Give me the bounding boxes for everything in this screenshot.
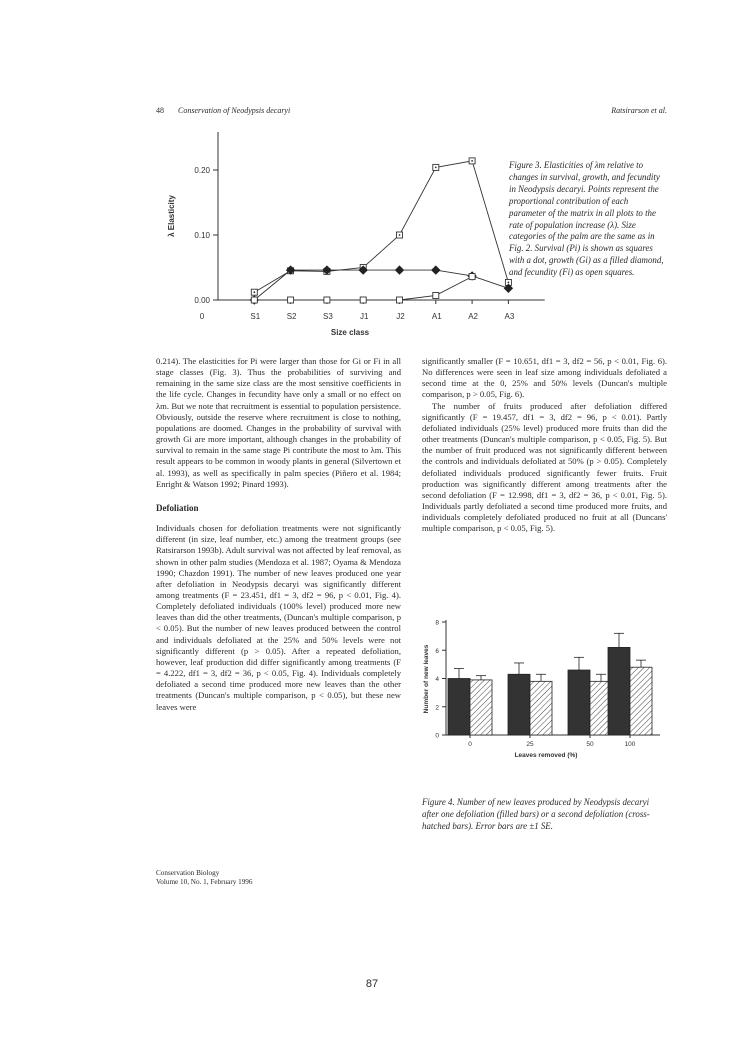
journal-footer — [156, 869, 253, 887]
x-tick-label: J2 — [396, 312, 405, 321]
growth-point — [396, 266, 404, 274]
y-tick-label: 8 — [435, 619, 439, 627]
x-tick-label: 0 — [468, 741, 472, 748]
fecundity-point — [469, 274, 475, 280]
fecundity-point — [324, 297, 330, 303]
fecundity-point — [397, 297, 403, 303]
left-paragraph-2: Individuals chosen for defoliation treatments were not significantly different (in size, leaf number, etc.) among the treatment groups (see Ratsirarson 1993b). Adult survival was not affected by leaf removal, as shown in other palm studies (Mendoza et al. 1987; Oyama & Mendoza 1990; Chazdon 1991). The number of new leaves produced one year after defoliation in Neodypsis decaryi was significantly different among treatments (F = 23.451, df1 = 3, df2 = 96, p < 0.01, Fig. 4). Completely defoliated individuals (100% level) produced more new leaves than did the other treatments, (Duncan's multiple comparison, p < 0.05). But the number of new leaves produced between the control and individuals defoliated at the 25% and 50% levels were not significantly different (p > 0.05). After a repeated defoliation, however, leaf production did differ significantly among treatments (F = 4.222, df1 = 3, df2 = 36, p < 0.05, Fig. 4). Individuals completely defoliated a second time produced more new leaves than the other treatments (Duncan's multiple comparison, p < 0.05), but these new leaves were — [156, 523, 401, 712]
fecundity-point — [288, 297, 294, 303]
x-tick-label: A3 — [504, 312, 515, 321]
x-tick-label: S1 — [250, 312, 261, 321]
y-tick-label: 6 — [435, 647, 439, 655]
x-tick-label: A1 — [431, 312, 442, 321]
fecundity-point — [433, 292, 439, 298]
right-paragraph-1: significantly smaller (F = 10.651, df1 = 3, df2 = 56, p < 0.01, Fig. 6). No differences were seen in leaf size among individuals defoliated a second time at the 0, 25% and 50% levels (Duncan's multiple comparison, p > 0.05, Fig. 6). — [422, 356, 667, 400]
header-page-number: 48 — [156, 106, 164, 115]
figure-4-chart — [422, 612, 667, 772]
figure-3-chart — [160, 132, 515, 342]
figure-3-caption: Figure 3. Elasticities of λm relative to changes in survival, growth, and fecundity in Neodypsis decaryi. Points represent the proportional contribution of each parameter of the matrix in all plots to the rate of population increase (λ). Size categories of the palm are the same as in Fig. 2. Survival (Pi) is shown as squares with a dot, growth (Gi) as a filled diamond, and fecundity (Fi) as open squares. — [509, 160, 664, 278]
y-axis-title: Number of new leaves — [423, 644, 430, 714]
survival-point-dot — [399, 234, 401, 236]
survival-point-dot — [435, 167, 437, 169]
x-tick-label: 25 — [526, 741, 534, 748]
footer-journal: Conservation Biology — [156, 869, 220, 877]
x-tick-label: A2 — [468, 312, 478, 321]
y-tick-label: 0 — [435, 732, 439, 740]
bar-second-defoliation — [530, 681, 552, 735]
x-tick-label: 100 — [624, 741, 636, 748]
bar-second-defoliation — [630, 667, 652, 735]
right-column — [422, 356, 667, 535]
survival-point-dot — [471, 160, 473, 162]
bar-first-defoliation — [448, 679, 470, 736]
fecundity-point — [360, 297, 366, 303]
running-header — [156, 106, 290, 115]
y-tick-label: 2 — [435, 704, 439, 712]
y-tick-label: 0.20 — [194, 166, 210, 175]
header-authors: Ratsirarson et al. — [611, 106, 667, 115]
y-axis-title: λ Elasticity — [167, 195, 176, 237]
bar-first-defoliation — [608, 647, 630, 735]
right-paragraph-2: The number of fruits produced after defoliation differed significantly (F = 19.457, df1 = 3, df2 = 96, p < 0.01). Partly defoliated individuals (25% level) produced more fruits than did the other treatments (Duncan's multiple comparison, p < 0.05, Fig. 5). But the number of fruit produced was not significantly different between the controls and individuals defoliated at 50% (p > 0.05). Completely defoliated individuals produced significantly fewer fruits. Fruit production was significantly different among treatments after the second defoliation (F = 12.998, df1 = 3, df2 = 36, p < 0.01, Fig. 5). Individuals partly defoliated a second time produced more fruits, and individuals completely defoliated produced no fruit at all (Duncans' multiple comparison, p < 0.05, Fig. 5). — [422, 400, 667, 534]
y-tick-label: 4 — [435, 676, 439, 683]
section-heading-defoliation: Defoliation — [156, 502, 199, 513]
fecundity-point — [251, 297, 257, 303]
x-axis-title: Leaves removed (%) — [514, 752, 578, 759]
x-tick-label: S2 — [286, 312, 297, 321]
x-origin-label: 0 — [199, 312, 205, 321]
x-tick-label: S3 — [323, 312, 333, 321]
series-line — [254, 277, 472, 300]
bar-first-defoliation — [568, 670, 590, 735]
bar-first-defoliation — [508, 674, 530, 735]
x-tick-label: J1 — [359, 312, 369, 321]
x-tick-label: 50 — [586, 741, 594, 748]
growth-point — [432, 266, 440, 274]
survival-point-dot — [508, 282, 510, 284]
figure-4-caption: Figure 4. Number of new leaves produced by Neodypsis decaryi after one defoliation (filled bars) or a second defoliation (cross-hatched bars). Error bars are ±1 SE. — [422, 797, 650, 831]
bar-second-defoliation — [470, 680, 492, 735]
page-number: 87 — [365, 978, 379, 990]
survival-point-dot — [253, 291, 255, 293]
left-paragraph-1: 0.214). The elasticities for Pi were larger than those for Gi or Fi in all stage classes (Fig. 3). Thus the probabilities of surviving and remaining in the same size class are the most sensitive coefficients in the life cycle. Changes in fecundity have only a small or no effect on λm. But we note that recruitment is essential to population persistence. Obviously, outside the reserve where recruitment is close to nothing, populations are doomed. Changes in the probability of survival with growth Gi are more important, although changes in the probability of survival to remain in the same stage Pi contribute the most to λm. This result appears to be common in woody plants in general (Silvertown et al. 1993), as well as specifically in palm species (Piñero et al. 1984; Enright & Watson 1992; Pinard 1993). — [156, 356, 401, 489]
y-tick-label: 0.00 — [194, 296, 210, 305]
left-column — [156, 356, 401, 713]
y-tick-label: 0.10 — [194, 231, 210, 240]
header-running-title: Conservation of Neodypsis decaryi — [178, 106, 291, 115]
footer-volume: Volume 10, No. 1, February 1996 — [156, 878, 253, 887]
x-axis-title: Size class — [330, 328, 370, 337]
